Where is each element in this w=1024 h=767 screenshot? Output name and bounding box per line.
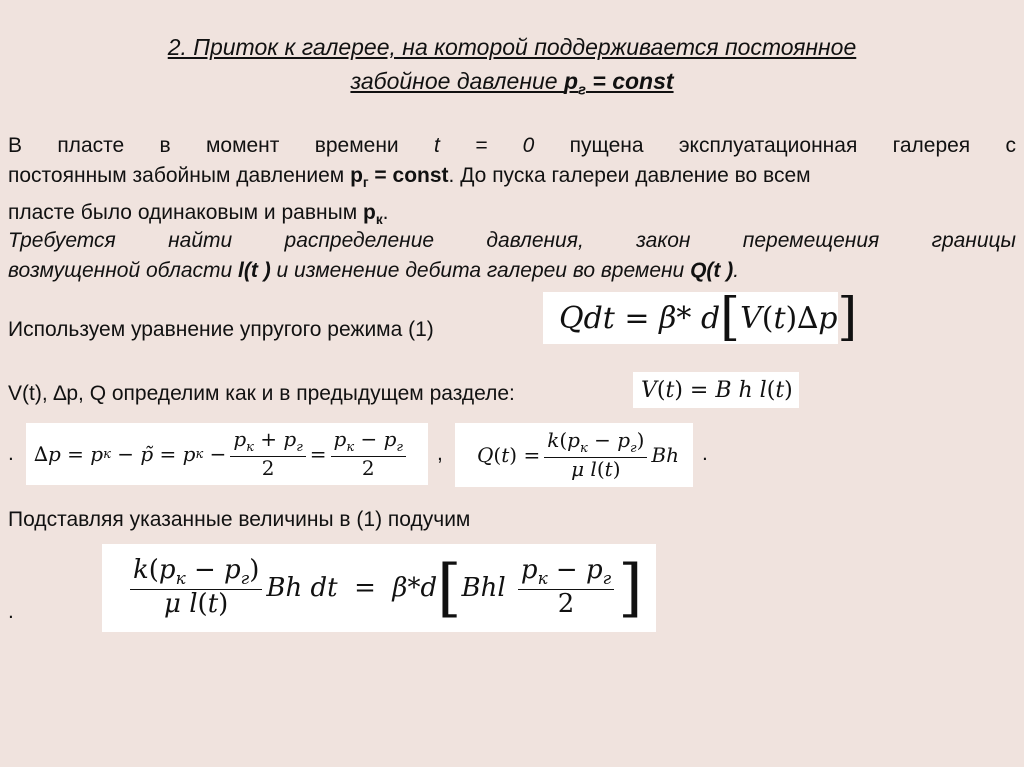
separator-dot: . (8, 442, 14, 465)
equation-result: $\frac{k(p_к - p_г)}{\text{μ l(t)}}$ Bh dt = β*d [ Bhl $\frac{p_к - p_г}{2}$ ] (102, 544, 656, 632)
definitions-text: V(t), ∆p, Q определим как и в предыдущем разделе: (8, 382, 515, 405)
title-line-1: 2. Приток к галерее, на которой поддерживается постоянное (167, 34, 857, 60)
equation-elastic-mode: Qdt = β* d [ V ( t ) ∆ p ] (543, 292, 838, 344)
separator-comma: , (437, 442, 443, 465)
task-statement: Требуется найти распределение давления, закон перемещения границы возмущенной области l(t ) и изменение дебита галереи во времени Q(t ). (8, 229, 1016, 282)
slide-title (40, 30, 984, 108)
equation-pressure-drop: ∆ p = p к − p̃ = p к − $\frac{p_к + p_г}{2}$ = $\frac{p_к - p_г}{2}$ (26, 423, 428, 485)
problem-statement: В пласте в момент времени t = 0 пущена эксплуатационная галерея с постоянным забойным давлением $p_г$ = const. До пуска галереи давление во всем пласте было одинаковым и равным $p_к$. (8, 134, 1016, 228)
separator-dot-2: . (702, 442, 708, 465)
elastic-mode-text: Используем уравнение упругого режима (1) (8, 318, 434, 341)
equation-volume: V ( t ) = B h l ( t ) (633, 372, 799, 408)
separator-dot-3: . (8, 600, 14, 623)
equation-flow-rate: Q ( t ) = $\frac{k(p_к - p_г)}{\text{μ l(t)}}$ Bh (455, 423, 693, 487)
title-line-2: забойное давление $p_г$ = const (350, 68, 674, 99)
substitution-text: Подставляя указанные величины в (1) подучим (8, 508, 471, 531)
